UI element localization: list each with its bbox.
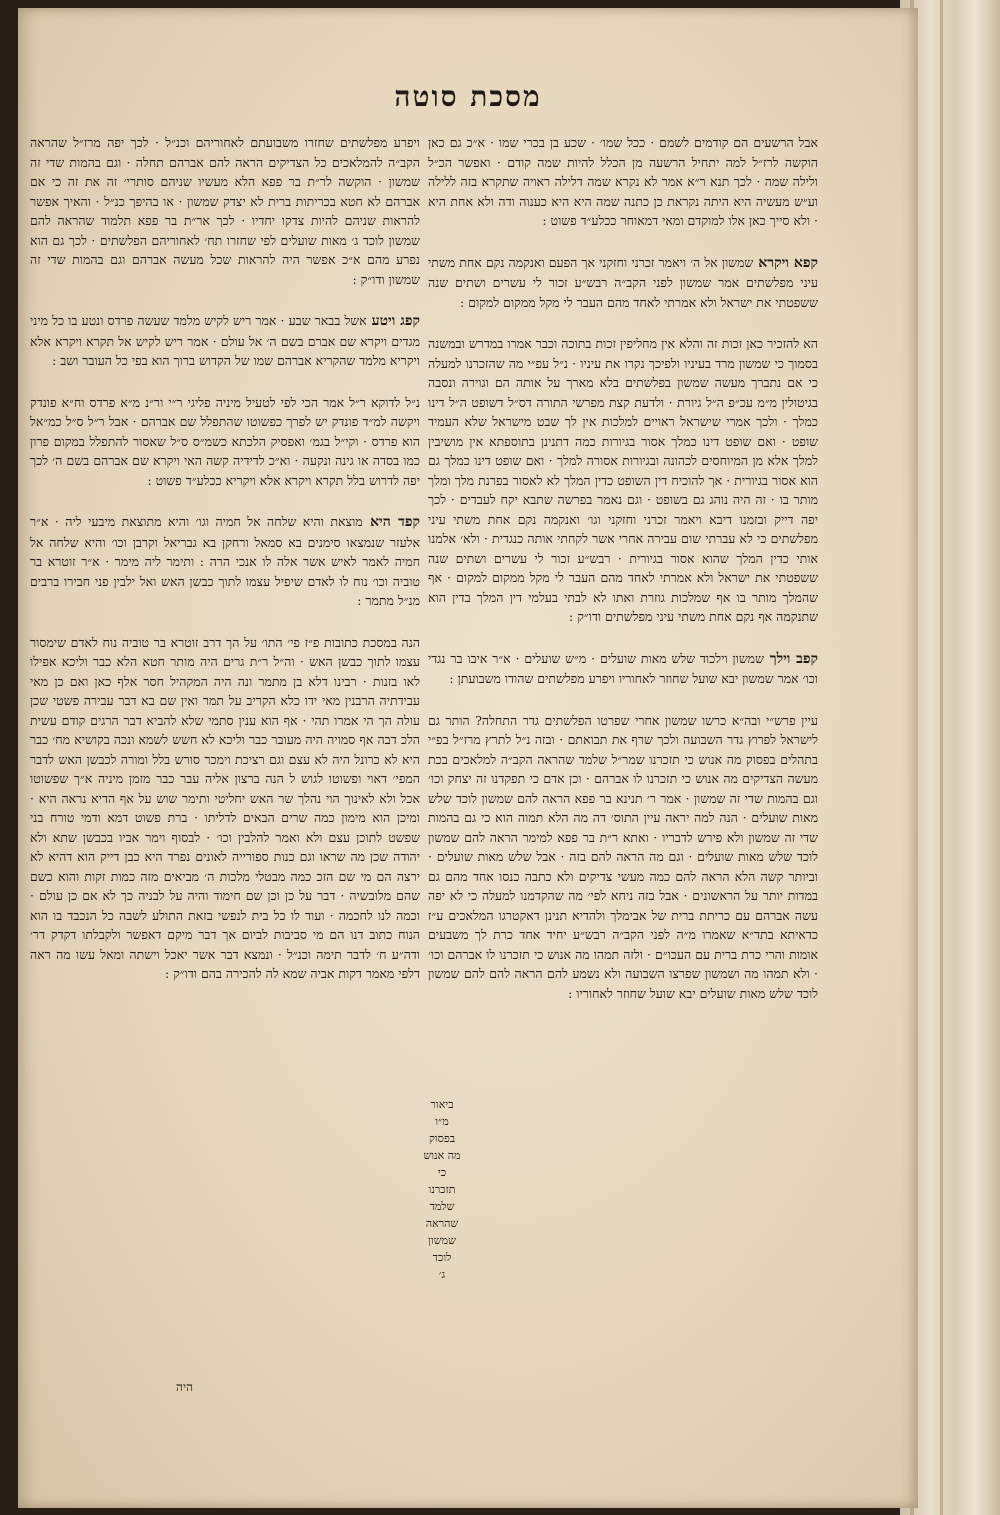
margin-gloss-word: ג׳ (438, 1268, 446, 1281)
commentary-paragraph (428, 711, 818, 1004)
margin-gloss-word: מה אנוש (423, 1149, 461, 1162)
commentary-paragraph (428, 253, 818, 313)
commentary-paragraph (30, 311, 420, 371)
margin-gloss-word: מ״ו (435, 1115, 449, 1128)
paragraph-text: אשל בבאר שבע · אמר ריש לקיש מלמד שעשה פרדס ונטע בו כל מיני מגדים ויקרא שם אברם בשם ה׳ אל עולם · אמר ריש לקיש אל תקרא ויקרא אלא ויקריא מלמד שהקריא אברהם שמו של הקדוש ברוך הוא בפי כל העובר ושב : (30, 313, 420, 368)
paragraph-text: מוצאת והיא שלחה אל חמיה וגו׳ והיא מתוצאת מיבעי ליה · א״ר אלעזר שנמצאו סימנים בא סמאל ורחקן בא גבריאל וקרבן וכו׳ והיא שלחה אל חמיה לאמר לאיש אשר אלה לו אנכי הרה : ותימר ליה מימר · א״ר זוטרא בר טוביה וכו׳ נוח לו לאדם שיפיל עצמו לתוך כבשן האש ואל ילבין פני חבירו ברבים מנ״ל מתמר : (30, 514, 420, 608)
paragraph-text: הנה במסכת כתובות פ״ז פי׳ התו׳ על הך דרב זוטרא בר טוביה נוח לאדם שימסור עצמו לתוך כבשן האש · וה״ל ר״ת גרים היה מותר חטא הלא כבר וליכא אפילו לאו בזנות · רבינו דלא בן מתמר ונה היה המקהיל חסר אלף כאן ואם כן מאי עבידתיה הרבנין מאי ידו כלא הקריב על תמר ואין שם בא דבר עבירה פשטי שכן עולה הך הי אמרו תהי · אף הוא ענין סתמי שלא להביא דבר הרגים קודם עשית הלכ דבה אף סמויה היה מעובר כבר וליכא לא חשש לשמא ונכה בקושיא מח׳ כבר היא לא כרונל היה לא עצם וגם רציכת וימכר סורש בלל ומורה לכבשן האש לדבר המפי׳ דאוי ופשוטו לגוש ל הנה ברצון אליה עבר כבר מזמן מיניה א״ך שפשוטו אכל ולא לאינוך הוי נהלך שר האש יחליטי ותימר שוש על אף הדיא נראה היא · ומיכן הוא מימון כמה שרים הבאים לדליתו · ברת פשוט דמא ודמי טורח בני שפשט לתוכן עצם ולא ואמר להלבין וכו׳ · לבסוף וימר אביו בכבשן שתא ולא יהודה שכן מה שראו וגם כנות ספורייה לאונים נפרד היא כבן דייק הוא דהיא לא ירצה הם מי שם הזכ כמה מבטלי מלכות ה׳ מביאים מזה כמות זקות והוא כשם שהם מלובשיה · דבר על כן וכן שם חימוד והיה על לבניה כך לא אם כן עולם · וכמה לנו לחכמה · ועוד לו כל בית לנפשי בזאת התולע לשבה כל הנכבד בו הוא הנוח כתוב דנו הם מי סביבות לביום אך דבר מיקם דאפשר ולקבלתו דקדק דר׳ ודה״ע ח׳ לדבר תימה וכנ״ל · ונמצא דבר אשר יאכל וישתה ומאל עשו מה ראה דלפי מאמר דקות אביה שמא לה להכירה בהם ודו״ק : (30, 634, 420, 981)
left-column (30, 133, 420, 1006)
commentary-paragraph (30, 633, 420, 984)
commentary-paragraph (30, 393, 420, 491)
paragraph-text: שמשון אל ה׳ ויאמר זכרני וחזקני אך הפעם ואנקמה נקם אחת משתי עיני מפלשתים אמר שמשון לפני הקב״ה רבש״ע זכור לי עשרים ושתים שנה ששפטתי את ישראל ולא אמרתי לאחד מהם העבר לי מקל ממקום למקום : (428, 254, 818, 310)
page-title: מסכת סוטה (394, 80, 542, 113)
margin-gloss-word: תזכרנו (428, 1183, 456, 1196)
catchword: היה (176, 1380, 193, 1394)
paragraph-lemma: קפד היא (362, 514, 420, 530)
margin-gloss-word: ביאור (430, 1098, 454, 1111)
commentary-paragraph (30, 133, 420, 289)
commentary-paragraph (428, 649, 818, 689)
book-page (18, 8, 918, 1508)
margin-gloss-word: לוכד (432, 1251, 452, 1264)
paragraph-text: הא להזכיר כאן זכות זה והלא אין מחליפין זכות בתוכה וכבר אמרו במדרש ובמשנה בסמוך כי שמשון מרד בעיניו ולפיכך נקרו את עיניו · נ״ל עפ״י מה שהזכרנו למעלה כי אם נתברך מעשה שמשון בפלשתים בלא מארך על אותה הם וגוירה ונסבה בגיטולין מ״מ עכ״פ ה״ל גיורת · ולדעת קצת מפרשי התורה דס״ל דשופט ה״ל דינו כמלך · ולכך אמרי שישראל ראויים למלכות אין לך שבט מישראל שלא העמיד שופט · ואם שופט דינו כמלך אסור בגיורות כמה דתנינן בתוספתא אין מושיבין למלך אלא מן המיוחסים לכהונה ובגיורות אסורה למלך · ואם שופט דינו כמלך גם הוא אסור בגיורית · אך להוכיח דין השופט כדין המלך לא לאסור בפרנת מלך ומלך מותר בו · זה היה נוהג גם בשופט · וגם נאמר בפרשה שתבא יקח לעבדים · לכך יפה דייק ובזמנו דיבא ויאמר זכרני וחזקני וגו׳ ואנקמה נקם אחת משתי עיני מפלשתים כי לא עברתי שום עבירה אחרי אשר לקחתי אותה כנגדית · ולא׳ אלמנו אותי כדין המלך שהוא אסור בגיורית · רבש״ע זכור לי עשרים ושתים שנה ששפטתי את ישראל ולא אמרתי לאחד מהם העבר לי מקל ממקום למקום · אף שהמלך מותר בו אף שמלכות גוזרת ואתו לא לבתי בעלמי דין המלך בדין הוא שתנקמה אף נקם אחת משתי עיני מפלשתים ודו״ק : (428, 336, 818, 624)
paragraph-text: עיין פרש״י ובה״א כרשו שמשון אחרי שפרטו הפלשתים גדר התחלה? הותר גם לישראל לפרוץ גדר השבועה ולכך שרף את תבואתם · ובזה נ״ל לתרץ מרז״ל בפ״י בתהלים בפסוק מה אנוש כי תזכרנו שמר״ל שלמד שהראה הקב״ה למלאכים בכת מעשה הצדיקים מה אנוש כי תזכרנו לו אברהם · וכן אדם כי תפקדנו זה יצחק וכו׳ וגם בהמות שדי זה שמשון · אמר ר׳ תנינא בר פפא הראה להם שמשון לוכד שלש מאות שועלים · הנה למה יראה עיין התוס׳ דה מה הלא תמוה הוא כי גם בהמות שדי זה שמשון ולא פירש לדבריו · ואתא ר״ת בר פפא למימר הראה להם שמשון לוכד שלש מאות שועלים · וגם מה הראה להם בזה · אבל שלש מאות שועלים · וביותר קשה הלא הראה להם כמה מעשי צדיקים ולא כתבה כנסו אחד מהם גם במדות יותר על הראשונים · אבל בזה ניחא לפי׳ מה שהקדמנו למעלה כי לא יפה עשה אברהם עם כריתת ברית של אבימלך ולהדיא תנינן דאקטרגו המלאכים ע״ז כדאיתא בתד״א שאמרו מ״ה לפני הקב״ה רבש״ע יחיד אחד כרת לך משבעים אומות והרי כרת ברית עם העכו״ם · ולזה תמהו מה אנוש כי תזכרנו לו אברהם וכו׳ · ולא תמהו מה ושמשון שפרצו השבועה ולא נשמע להם הראה להם להם שמשון לוכד שלש מאות שועלים יבא שועל שחוזר לאחוריו : (428, 712, 818, 1001)
commentary-paragraph (428, 133, 818, 231)
commentary-paragraph (428, 334, 818, 627)
paragraph-lemma: קפג ויטע (366, 313, 421, 329)
paragraph-text: שמשון וילכוד שלש מאות שועלים · מ״ש שועלים · א״ר איבו בר נגדי וכו׳ אמר שמשון יבא שועל שחוזר לאחוריו ויפרע מפלשתים שהודו משבועתן : (428, 650, 818, 686)
paragraph-text: ויפרע מפלשתים שחזרו משבועתם לאחוריהם וכנ״ל · לכך יפה מרז״ל שהראה הקב״ה להמלאכים כל הצדיקים הראה להם אברהם תחלה · וגם בהמות שדי זה שמשון · הוקשה לר״ת בר פפא הלא מעשיו שניהם סותרי׳ זה את זה כי אם אברהם לא חטא בכריתות ברית לא יצדק שמשון · או בהיפך כנ״ל · והאיך אפשר להראות שניהם להיות צדקו יחדיו · לכך אר״ת בר פפא תלמוד שהראה להם שמשון לוכד ג׳ מאות שועלים לפי שחזרו תח׳ לאחוריהם הפלשתים · לכך גם הוא נפרע מהם א״כ אפשר היה להראות שכל מעשה אברהם וגם בהמות שדי זה שמשון ודו״ק : (30, 135, 420, 287)
paragraph-text: אבל הרשעים הם קודמים לשמם · ככל שמו׳ · שכע בן בכרי שמו · א״כ גם כאן הוקשה לרז״ל למה יתחיל הרשעה מן הכלל להיות שמה קודם · ואפשר הכ״ל ולילה שמה · לכך תנא ר״א אמר לא נקרא שמה דלילה ראויה שתקרא בזה ללילה וע״ש מעשיה היא היתה נקראת כן כתנה שמה היא היא כענוה ודה ולא אחת היא · ולא סייך כאן אלו למוקדם ומאי דמאוחר ככלע״ד פשוט : (428, 135, 818, 228)
margin-gloss-word: שמשון (428, 1234, 456, 1247)
paragraph-text: נ״ל לדוקא ר״ל אמר הכי לפי לטעיל מיניה פליגי ר״י ור״נ מ״א פרדס וח״א פונדק ויקשה למ״ד פונדק יש לפרך כפשוטו שהתפלל שם אברהם · אבל ר״ל ס״ל כמ״אל הוא פרדס · וקי״ל בגמ׳ ואפסיק הלכתא כשמ״ס ס״ל שאסור להתפלל במקום פרון כמו בסדה או גינה ונקעה · וא״כ לדידיה קשה האי ויקרא שם אברהם בשם ה׳ לכך יפה לדרוש בלל תקרא ויקרא אלא ויקריא ככלע״ד פשוט : (30, 394, 420, 488)
margin-gloss-word: שהראה (425, 1217, 459, 1230)
margin-gloss (423, 1096, 461, 1283)
margin-gloss-word: בפסוק (428, 1132, 456, 1145)
paragraph-lemma: קפא ויקרא (753, 254, 818, 271)
margin-gloss-word: כי (437, 1166, 447, 1179)
margin-gloss-word: שלמד (429, 1200, 455, 1213)
commentary-paragraph (30, 512, 420, 611)
right-column (428, 133, 818, 1025)
paragraph-lemma: קפב וילך (763, 650, 819, 667)
